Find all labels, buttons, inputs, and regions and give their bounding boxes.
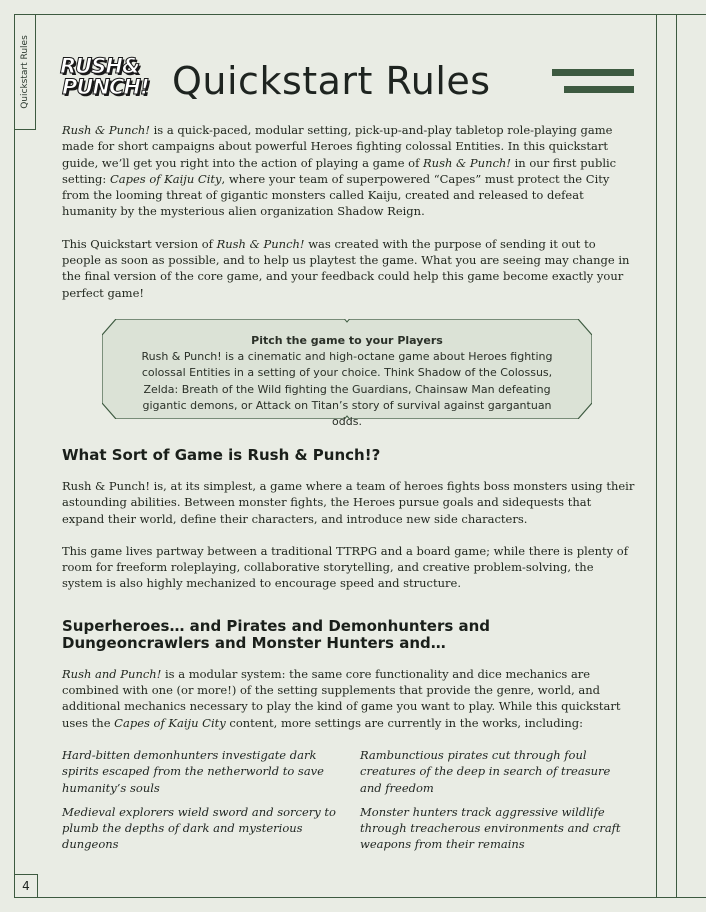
inline-setting-name: Capes of Kaiju City [109,171,222,186]
text-run: content, more settings are currently in the works, including: [225,715,583,730]
pitch-title: Pitch the game to your Players [251,333,443,347]
side-tab [14,15,36,130]
settings-list [62,747,636,853]
text-run: was created with the purpose of sending it out to people as soon as possible, and to help us playtest the game. What you are seeing may change in the final version of the core game, and your feedback could help this game become exactly your perfect game! [62,236,630,300]
text-run: is a modular system: the same core functionality and dice mechanics are combined with one (or more!) of the setting supplements that provide the genre, world, and additional mechanics necessary to play the kind of game you want to play. While this quickstart uses the [62,666,621,730]
page-frame-left [14,14,15,898]
page-number: 4 [14,874,38,898]
section2-paragraph-1 [62,666,636,731]
main-content [62,122,636,853]
setting-pirates: Rambunctious pirates cut through foul creatures of the deep in search of treasure and freedom [360,747,611,795]
margin-rule-outer [676,14,677,898]
section1-paragraph-1: Rush & Punch! is, at its simplest, a game where a team of heroes fights boss monsters using their astounding abilities. Between monster fights, the Heroes pursue goals and sidequests that expand their world, define their characters, and introduce new side characters. [62,478,635,526]
pitch-body: Rush & Punch! is a cinematic and high-octane game about Heroes fighting colossal Entities in a setting of your choice. Think Shadow of the Colossus, Zelda: Breath of the Wild fighting the Guardians, Chainsaw Man defeating gigantic demons, or Attack on Titan’s story of survival against gargantuan odds. [141,350,553,428]
pitch-callout [102,319,592,428]
header-bar-bottom [564,86,634,93]
pitch-callout-text [130,333,564,430]
inline-setting-name: Capes of Kaiju City [114,715,226,730]
logo-line-2: PUNCH! [62,75,149,99]
logo-line-1: RUSH& [60,54,140,78]
section-heading-settings: Superheroes… and Pirates and Demonhunters and Dungeoncrawlers and Monster Hunters and… [62,616,491,652]
inline-title: Rush & Punch! [423,155,511,170]
section1-paragraph-2: This game lives partway between a traditional TTRPG and a board game; while there is plenty of room for freeform roleplaying, collaborative storytelling, and creative problem-solving, the system is also highly mechanized to encourage speed and structure. [62,543,628,591]
page-frame-top [14,14,706,15]
page-frame-bottom [14,897,706,898]
header-bars-decoration [552,69,634,95]
intro-paragraph-1 [62,122,636,220]
rush-and-punch-logo [60,56,162,102]
header-bar-top [552,69,634,76]
text-run: is a quick-paced, modular setting, pick-up-and-play tabletop role-playing game made for short campaigns about powerful Heroes fighting colossal Entities. In this quickstart guide, we’ll get you right into the action of playing a game of [62,123,613,170]
inline-title: Rush & Punch! [62,123,150,137]
text-run: in our first public setting: [62,155,617,186]
setting-demonhunters: Hard-bitten demonhunters investigate dark spirits escaped from the netherworld to save humanity’s souls [62,747,324,795]
setting-dungeons: Medieval explorers wield sword and sorcery to plumb the depths of dark and mysterious dungeons [62,804,336,852]
text-run: This Quickstart version of [62,236,217,251]
inline-title: Rush & Punch! [216,236,305,251]
setting-monster-hunters: Monster hunters track aggressive wildlife through treacherous environments and craft weapons from their remains [360,804,621,852]
page-title: Quickstart Rules [172,59,491,103]
inline-title: Rush and Punch! [62,666,162,681]
side-tab-label: Quickstart Rules [19,35,30,109]
margin-rule-inner [656,14,657,898]
section-heading-game-type: What Sort of Game is Rush & Punch!? [62,445,381,464]
text-run: , where your team of superpowered “Capes” must protect the City from the looming threat of gigantic monsters called Kaiju, created and released to defeat humanity by the mysterious alien organization Shadow Reign. [62,171,610,219]
intro-paragraph-2 [62,236,636,301]
